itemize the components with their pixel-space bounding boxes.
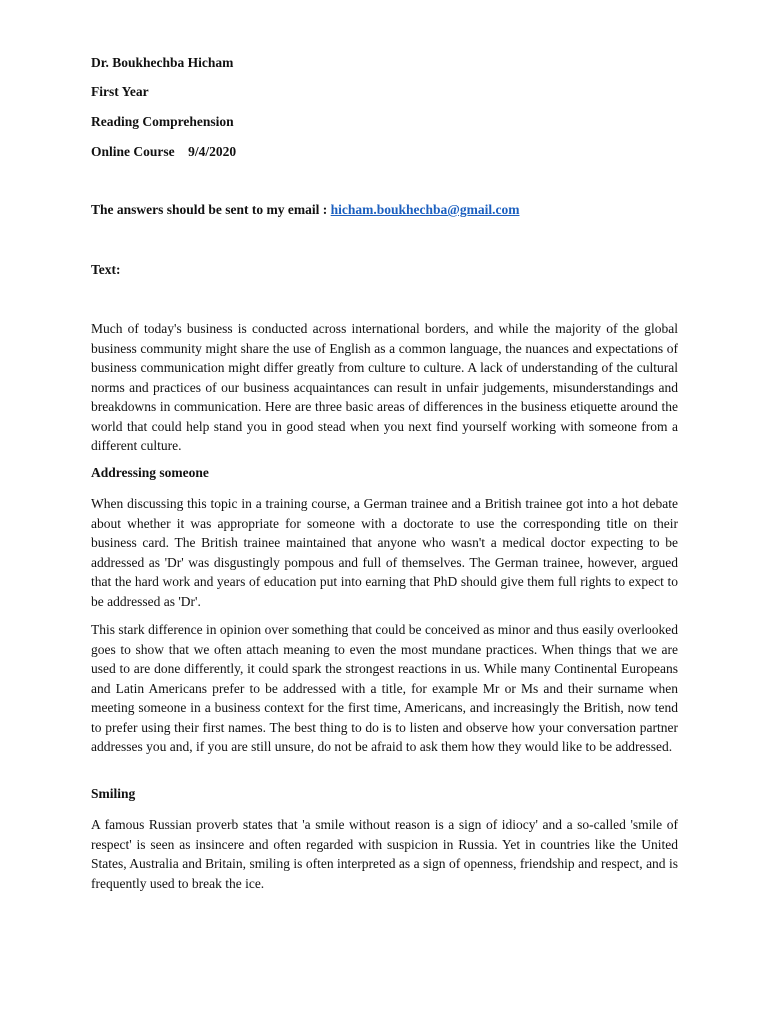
year-label: First Year bbox=[91, 84, 149, 99]
section-heading-smiling: Smiling bbox=[91, 786, 136, 801]
answers-instruction bbox=[91, 202, 519, 218]
answers-label: The answers should be sent to my email : bbox=[91, 202, 331, 217]
document-page bbox=[91, 0, 678, 1024]
text-label: Text: bbox=[91, 262, 121, 277]
section-heading-addressing: Addressing someone bbox=[91, 465, 209, 480]
course-date-line: Online Course 9/4/2020 bbox=[91, 144, 237, 159]
subject-label: Reading Comprehension bbox=[91, 114, 234, 129]
author-name: Dr. Boukhechba Hicham bbox=[91, 55, 234, 70]
addressing-paragraph-2: This stark difference in opinion over something that could be conceived as minor and thus easily overlooked goes to show that we often attach meaning to even the most mundane practices. When things that we are used to are done differently, it could spark the strongest reactions in us. While many Continental Europeans and Latin Americans prefer to be addressed with a title, for example Mr or Ms and their surname when meeting someone in a business context for the first time, Americans, and increasingly the British, now tend to prefer using their first names. The best thing to do is to listen and observe how your conversation partner addresses you and, if you are still unsure, do not be afraid to ask them how they would like to be addressed. bbox=[91, 622, 678, 754]
intro-paragraph: Much of today's business is conducted across international borders, and while the majority of the global business community might share the use of English as a common language, the nuances and expectations of business communication might differ greatly from culture to culture. A lack of understanding of the cultural norms and practices of our business acquaintances can result in unfair judgements, misunderstandings and breakdowns in communication. Here are three basic areas of differences in the business etiquette around the world that could help stand you in good stead when you next find yourself working with someone from a different culture. bbox=[91, 321, 678, 453]
smiling-paragraph-1: A famous Russian proverb states that 'a smile without reason is a sign of idiocy' and a so-called 'smile of respect' is seen as insincere and often regarded with suspicion in Russia. Yet in countries like the United States, Australia and Britain, smiling is often interpreted as a sign of openness, friendship and respect, and is frequently used to break the ice. bbox=[91, 817, 678, 891]
email-link[interactable]: hicham.boukhechba@gmail.com bbox=[330, 202, 520, 217]
addressing-paragraph-1: When discussing this topic in a training course, a German trainee and a British trainee got into a hot debate about whether it was appropriate for someone with a doctorate to use the corresponding title on their business card. The British trainee maintained that anyone who wasn't a medical doctor expecting to be addressed as 'Dr' was disgustingly pompous and full of themselves. The German trainee, however, argued that the hard work and years of education put into earning that PhD should give them full rights to expect to be addressed as 'Dr'. bbox=[91, 496, 678, 609]
